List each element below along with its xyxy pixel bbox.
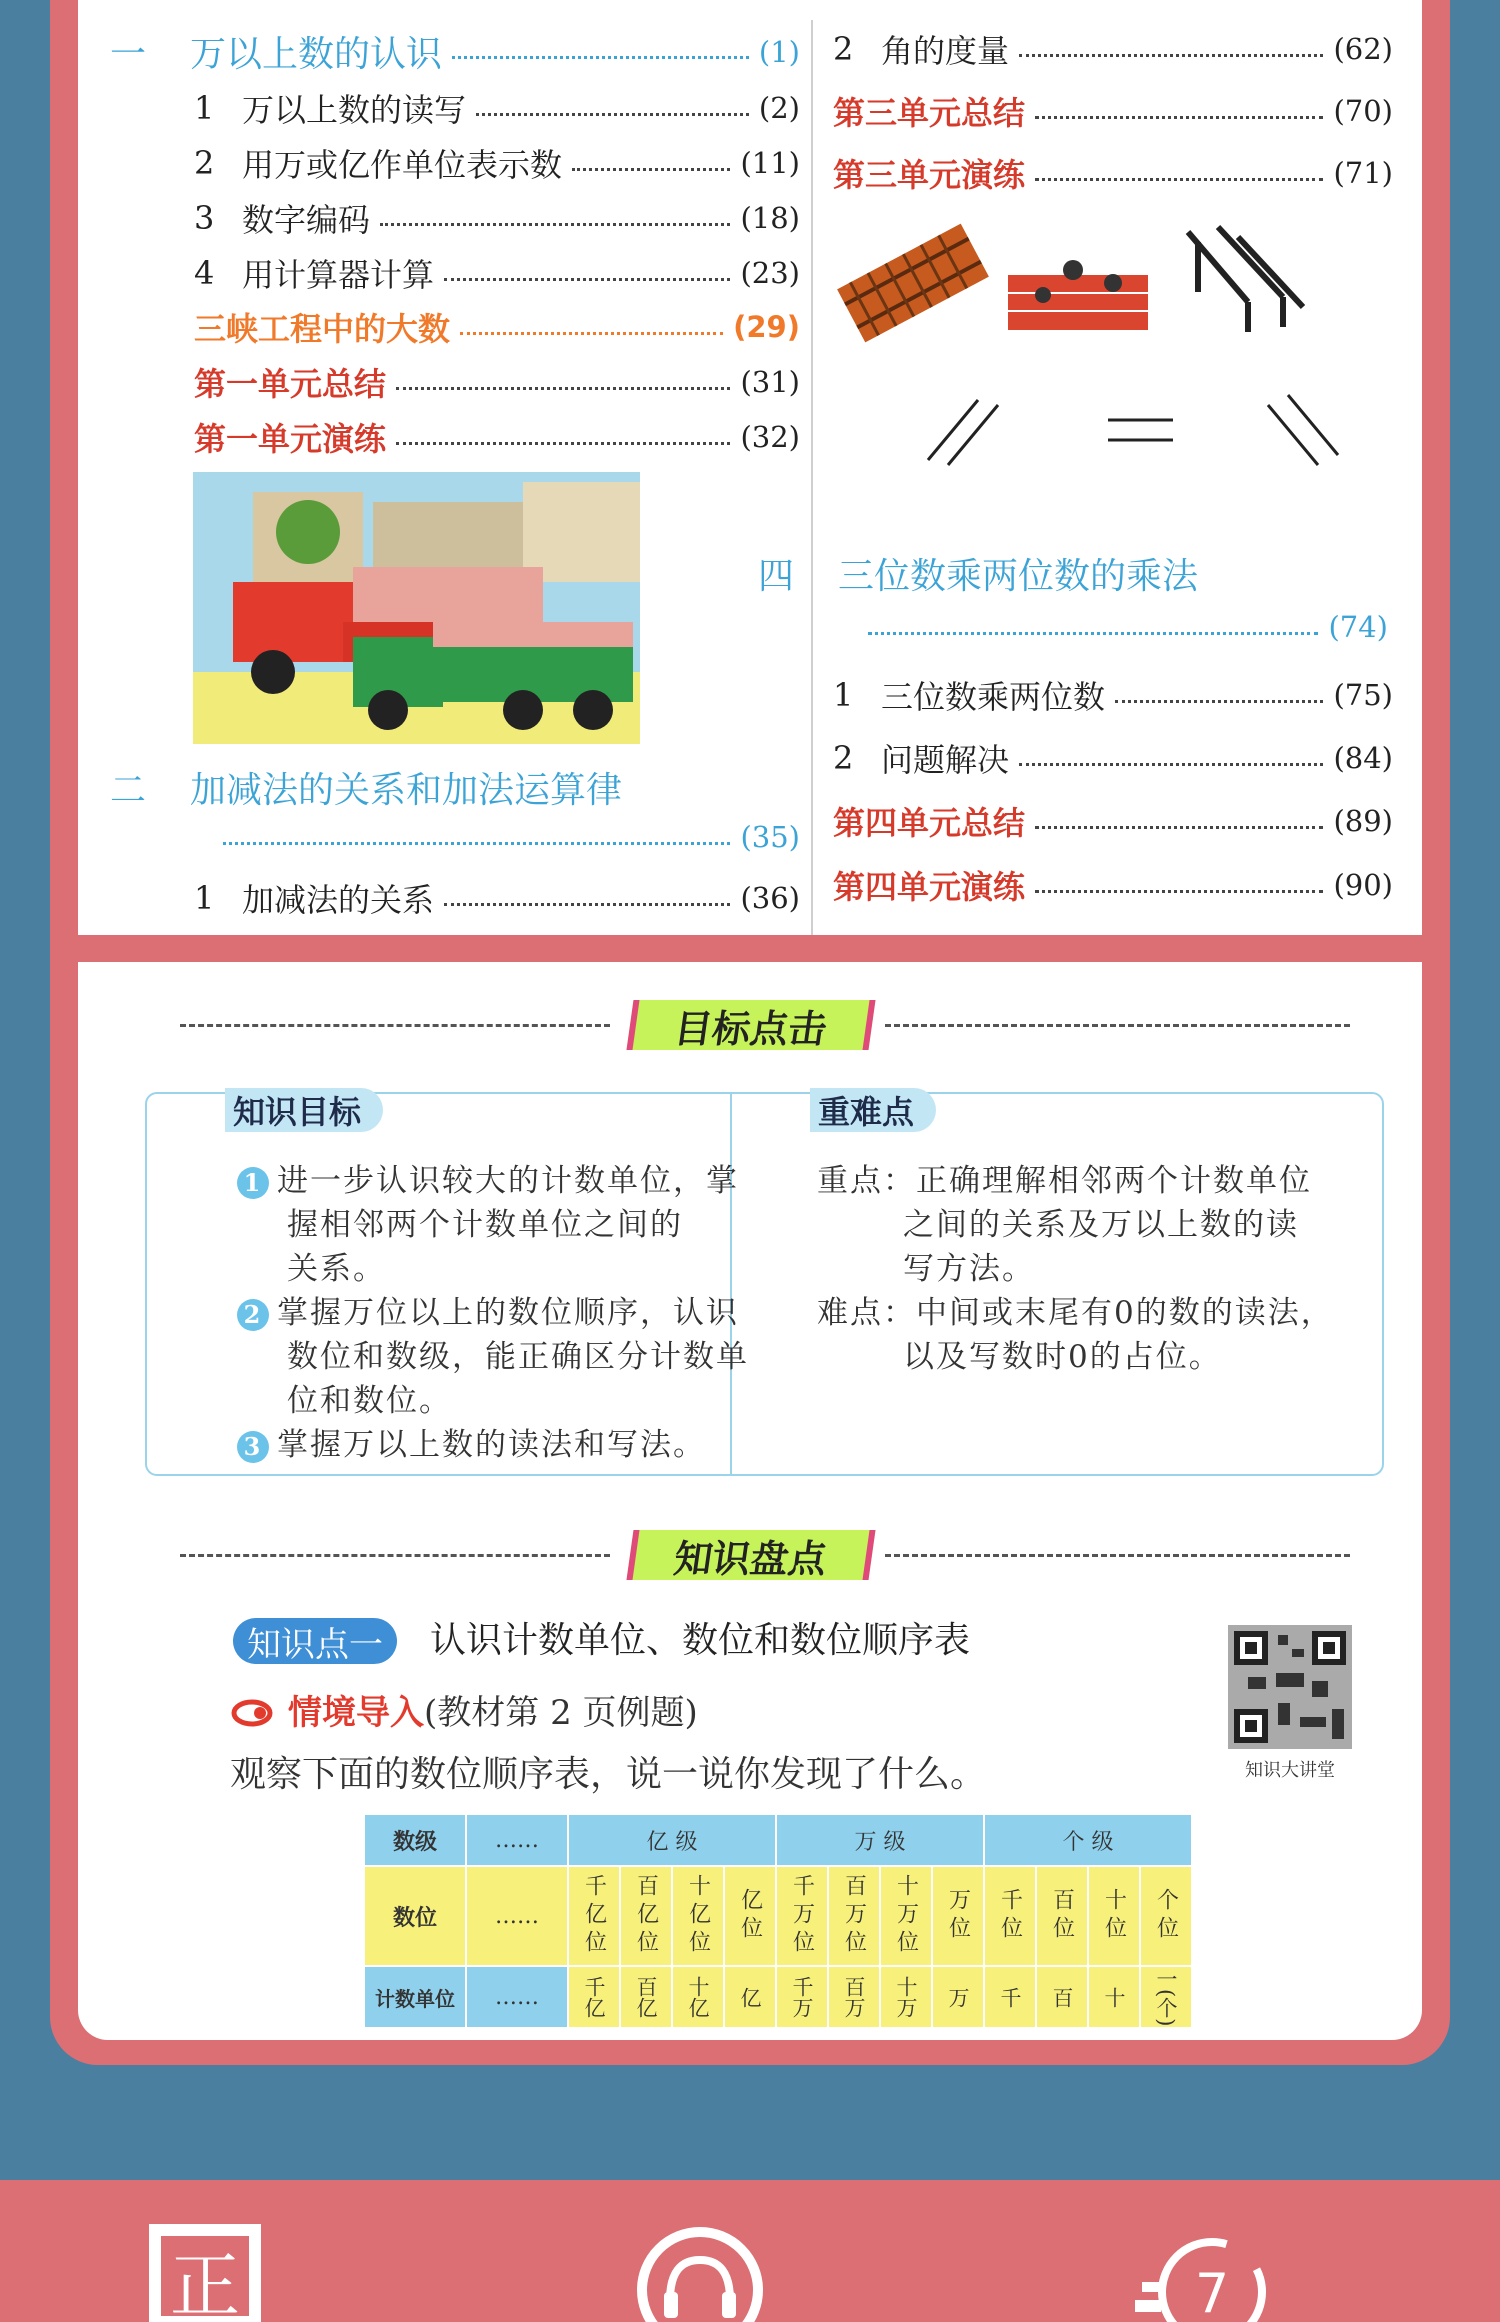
place-cell: 十位 — [1088, 1866, 1140, 1966]
bottom-bar — [0, 2180, 1500, 2322]
toc-item[interactable]: 2 角的度量 (62) — [833, 30, 1393, 70]
place-cell: 百位 — [1036, 1866, 1088, 1966]
stopwatch-icon[interactable] — [1130, 2220, 1280, 2322]
place-cell: 千位 — [984, 1866, 1036, 1966]
knowledge-point-title: 认识计数单位、数位和数位顺序表 — [430, 1620, 971, 1661]
parallel-bars-illustration — [1178, 222, 1318, 342]
unit-cell: 一(个) — [1140, 1966, 1192, 2028]
level-wan: 万 级 — [776, 1814, 984, 1866]
toc-item[interactable]: 1 加减法的关系 (36) — [194, 879, 800, 919]
qr-code[interactable] — [1228, 1625, 1352, 1749]
eye-icon — [230, 1697, 278, 1729]
trucks-illustration — [193, 472, 640, 744]
toc-practice[interactable]: 第四单元演练 (90) — [833, 868, 1393, 906]
toc-unit2-page[interactable]: (35) — [223, 820, 800, 854]
unit-cell: 十万 — [880, 1966, 932, 2028]
toc-unit4[interactable]: 四 三位数乘两位数的乘法 — [758, 556, 1199, 597]
goal-item-3: 3 掌握万以上数的读法和写法。 — [237, 1423, 706, 1467]
place-cell: 千亿位 — [568, 1866, 620, 1966]
unit-cell: 百亿 — [620, 1966, 672, 2028]
goals-box — [145, 1092, 1384, 1476]
toc-item[interactable]: 3 数字编码 (18) — [194, 199, 800, 239]
place-cell: 百亿位 — [620, 1866, 672, 1966]
toc-item[interactable]: 1 三位数乘两位数 (75) — [833, 676, 1393, 716]
difficult-point: 难点：中间或末尾有0的数的读法， 以及写数时0的占位。 — [817, 1295, 1334, 1375]
unit-cell: 千万 — [776, 1966, 828, 2028]
row-label-place: 数位 — [364, 1866, 466, 1966]
headset-icon[interactable] — [630, 2220, 770, 2322]
place-cell: 个位 — [1140, 1866, 1192, 1966]
toc-unit2[interactable]: 二 加减法的关系和加法运算律 — [110, 770, 623, 811]
level-yi: 亿 级 — [568, 1814, 776, 1866]
toc-summary[interactable]: 第三单元总结 (70) — [833, 94, 1393, 132]
race-track-illustration — [1003, 255, 1153, 335]
question-text: 观察下面的数位顺序表，说一说你发现了什么。 — [230, 1754, 987, 1795]
toc-item[interactable]: 1 万以上数的读写 (2) — [194, 89, 800, 129]
key-points-tag: 重难点 — [810, 1088, 936, 1132]
knowledge-point-tag: 知识点一 — [233, 1618, 397, 1664]
intro-line: 情境导入 (教材第 2 页例题) — [230, 1690, 698, 1736]
row-label-unit: 计数单位 — [364, 1966, 466, 2028]
toc-unit4-page[interactable]: (74) — [868, 610, 1388, 644]
place-cell: 万位 — [932, 1866, 984, 1966]
key-point: 重点：正确理解相邻两个计数单位 之间的关系及万以上数的读 写方法。 — [817, 1163, 1312, 1287]
goal-item-2: 2 掌握万位以上的数位顺序，认识 数位和数级，能正确区分计数单 位和数位。 — [237, 1291, 749, 1423]
toc-special[interactable]: 三峡工程中的大数 (29) — [194, 310, 800, 348]
road-illustration — [823, 218, 1003, 348]
place-cell: 十万位 — [880, 1866, 932, 1966]
unit-cell: 万 — [932, 1966, 984, 2028]
place-cell: 百万位 — [828, 1866, 880, 1966]
unit-cell: 千 — [984, 1966, 1036, 2028]
table-of-contents — [78, 0, 1422, 935]
place-cell: 十亿位 — [672, 1866, 724, 1966]
level-ge: 个 级 — [984, 1814, 1192, 1866]
toc-summary[interactable]: 第四单元总结 (89) — [833, 804, 1393, 842]
place-cell: 千万位 — [776, 1866, 828, 1966]
toc-item[interactable]: 2 问题解决 (84) — [833, 739, 1393, 779]
goal-item-1: 1 进一步认识较大的计数单位，掌 握相邻两个计数单位之间的 关系。 — [237, 1159, 739, 1291]
place-cell: 亿位 — [724, 1866, 776, 1966]
row-label-level: 数级 — [364, 1814, 466, 1866]
toc-item[interactable]: 2 用万或亿作单位表示数 (11) — [194, 144, 800, 184]
toc-practice[interactable]: 第一单元演练 (32) — [194, 420, 800, 458]
parallel-lines-illustration — [918, 390, 1358, 480]
goals-heading: 目标点击 — [100, 1000, 1350, 1050]
svg-text:7: 7 — [1194, 2262, 1230, 2322]
place-value-table: 数级 …… 亿 级 万 级 个 级 数位 …… 千亿位 百亿位 十亿位 亿位 千万位 百万位 十万位 万位 千位 百位 十位 个位 计数单位 …… 千亿 百亿 十亿 亿 千万 百万 十万 万 千 百 十 一(个) — [363, 1813, 1193, 2029]
unit-cell: 十亿 — [672, 1966, 724, 2028]
unit-cell: 百万 — [828, 1966, 880, 2028]
qr-caption: 知识大讲堂 — [1245, 1760, 1335, 1781]
unit-cell: 千亿 — [568, 1966, 620, 2028]
inventory-heading: 知识盘点 — [100, 1530, 1350, 1580]
toc-summary[interactable]: 第一单元总结 (31) — [194, 365, 800, 403]
toc-unit1[interactable]: 一 万以上数的认识 (1) — [110, 34, 800, 75]
unit-cell: 十 — [1088, 1966, 1140, 2028]
svg-text:正: 正 — [170, 2245, 240, 2322]
knowledge-goals-tag: 知识目标 — [225, 1088, 383, 1132]
column-divider — [811, 20, 813, 935]
unit-cell: 百 — [1036, 1966, 1088, 2028]
genuine-badge-icon[interactable] — [145, 2220, 265, 2322]
unit-cell: 亿 — [724, 1966, 776, 2028]
toc-item[interactable]: 4 用计算器计算 (23) — [194, 254, 800, 294]
toc-practice[interactable]: 第三单元演练 (71) — [833, 156, 1393, 194]
